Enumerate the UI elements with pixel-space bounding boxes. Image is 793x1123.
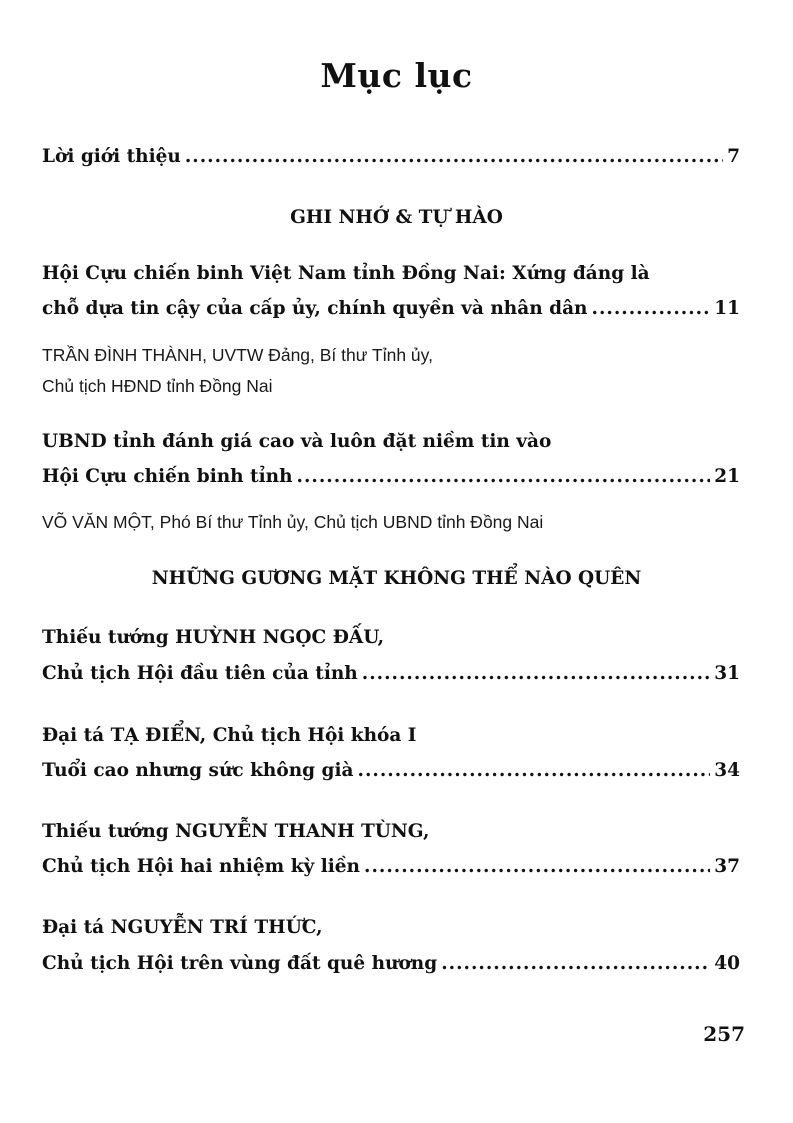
dot-leader [364, 856, 710, 877]
toc-page-number: 7 [727, 146, 740, 167]
toc-entry-text: Tuổi cao nhưng sức không già [42, 760, 354, 781]
toc-entry-4-line-2[interactable] [42, 760, 740, 781]
toc-page-number: 37 [714, 856, 740, 877]
toc-entry-2-line-2[interactable] [42, 466, 740, 487]
dot-leader [358, 760, 711, 781]
toc-entry-text: Hội Cựu chiến binh tỉnh [42, 466, 293, 487]
toc-entry-3-line-1[interactable]: Thiếu tướng HUỲNH NGỌC ĐẤU, [42, 627, 385, 648]
toc-entry-3-line-2[interactable] [42, 663, 740, 684]
toc-entry-1-author-2: Chủ tịch HĐND tỉnh Đồng Nai [42, 376, 273, 396]
page-number: 257 [703, 1022, 745, 1046]
toc-entry-text: Chủ tịch Hội hai nhiệm kỳ liền [42, 856, 360, 877]
toc-entry-1-author-1: TRẦN ĐÌNH THÀNH, UVTW Đảng, Bí thư Tỉnh ủy, [42, 345, 433, 365]
dot-leader [297, 466, 711, 487]
toc-entry-6-line-1[interactable]: Đại tá NGUYỄN TRÍ THỨC, [42, 917, 323, 938]
toc-entry-intro[interactable] [42, 146, 740, 167]
dot-leader [185, 146, 723, 167]
toc-entry-5-line-1[interactable]: Thiếu tướng NGUYỄN THANH TÙNG, [42, 821, 430, 842]
toc-entry-text: chỗ dựa tin cậy của cấp ủy, chính quyền và nhân dân [42, 298, 588, 319]
toc-entry-1-line-1[interactable]: Hội Cựu chiến binh Việt Nam tỉnh Đồng Nai: Xứng đáng là [42, 263, 650, 284]
dot-leader [362, 663, 711, 684]
toc-entry-text: Chủ tịch Hội trên vùng đất quê hương [42, 953, 438, 974]
toc-entry-1-line-2[interactable] [42, 298, 740, 319]
dot-leader [441, 953, 710, 974]
page-title: Mục lục [320, 56, 473, 95]
toc-entry-text: Chủ tịch Hội đầu tiên của tỉnh [42, 663, 358, 684]
toc-entry-2-line-1[interactable]: UBND tỉnh đánh giá cao và luôn đặt niềm tin vào [42, 431, 552, 452]
section-heading-1: GHI NHỚ & TỰ HÀO [290, 207, 503, 228]
toc-entry-2-author-1: VÕ VĂN MỘT, Phó Bí thư Tỉnh ủy, Chủ tịch UBND tỉnh Đồng Nai [42, 512, 544, 532]
toc-page-number: 40 [714, 953, 740, 974]
toc-entry-5-line-2[interactable] [42, 856, 740, 877]
dot-leader [592, 298, 711, 319]
toc-entry-6-line-2[interactable] [42, 953, 740, 974]
toc-entry-4-line-1[interactable]: Đại tá TẠ ĐIỂN, Chủ tịch Hội khóa I [42, 725, 417, 746]
toc-page-number: 34 [714, 760, 740, 781]
toc-page-number: 11 [714, 298, 740, 319]
toc-page-number: 31 [714, 663, 740, 684]
section-heading-2: NHỮNG GƯƠNG MẶT KHÔNG THỂ NÀO QUÊN [151, 568, 642, 589]
toc-page-number: 21 [714, 466, 740, 487]
toc-entry-text: Lời giới thiệu [42, 146, 181, 167]
